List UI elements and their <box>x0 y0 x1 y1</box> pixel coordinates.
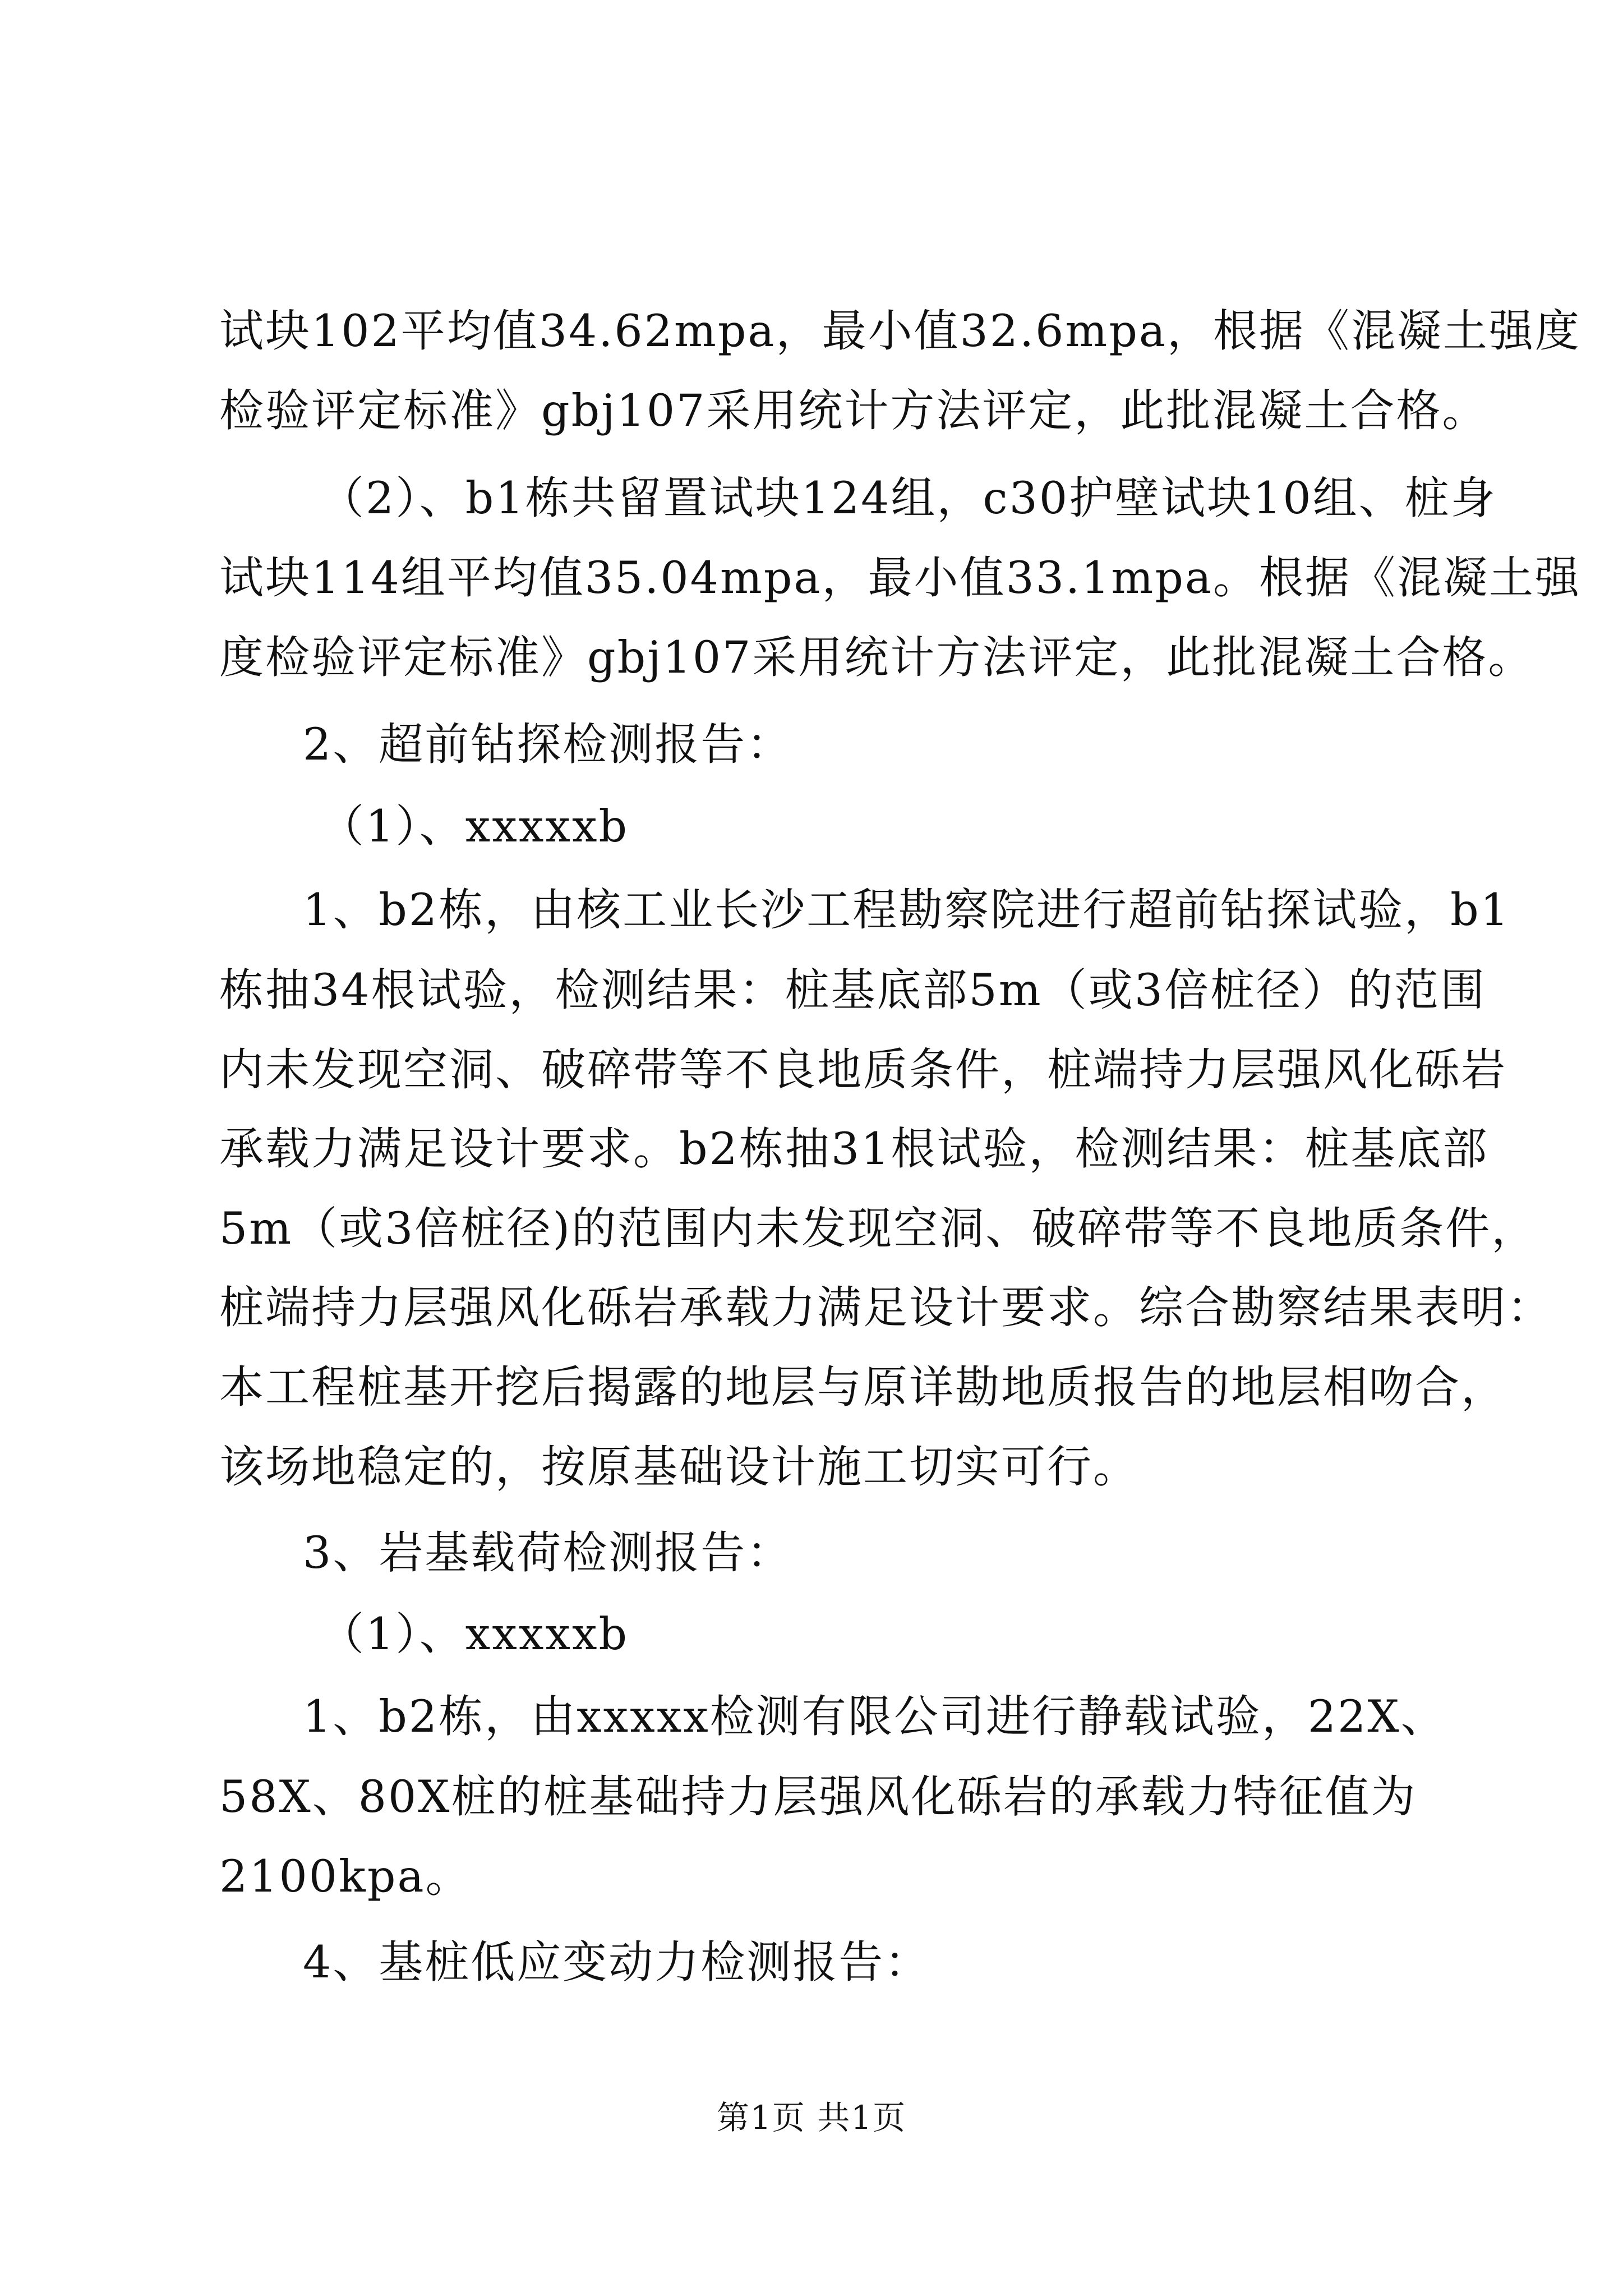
body-line-8: 1、b2栋，由核工业长沙工程勘察院进行超前钻探试验，b1 <box>303 884 1510 936</box>
subheading-3-1: （1）、xxxxxb <box>320 1608 629 1660</box>
body-line-15: 该场地稳定的，按原基础设计施工切实可行。 <box>219 1441 1139 1493</box>
section-heading-2: 2、超前钻探检测报告： <box>303 719 793 770</box>
body-line-9: 栋抽34根试验，检测结果：桩基底部5m（或3倍桩径）的范围 <box>219 964 1486 1016</box>
body-line-3: （2）、b1栋共留置试块124组，c30护壁试块10组、桩身 <box>320 472 1497 524</box>
subheading-2-1: （1）、xxxxxb <box>320 800 629 852</box>
body-line-19: 58X、80X桩的桩基础持力层强风化砾岩的承载力特征值为 <box>219 1771 1417 1823</box>
section-heading-4: 4、基桩低应变动力检测报告： <box>303 1936 931 1988</box>
body-line-14: 本工程桩基开挖后揭露的地层与原详勘地质报告的地层相吻合， <box>219 1361 1507 1413</box>
body-line-2: 检验评定标准》gbj107采用统计方法评定，此批混凝土合格。 <box>219 385 1488 436</box>
body-line-5: 度检验评定标准》gbj107采用统计方法评定，此批混凝土合格。 <box>219 632 1534 683</box>
body-line-10: 内未发现空洞、破碎带等不良地质条件，桩端持力层强风化砾岩 <box>219 1044 1507 1096</box>
page-footer: 第1页 共1页 <box>716 2099 907 2137</box>
body-line-4: 试块114组平均值35.04mpa，最小值33.1mpa。根据《混凝土强 <box>219 552 1581 604</box>
body-line-1: 试块102平均值34.62mpa，最小值32.6mpa，根据《混凝土强度 <box>219 305 1581 357</box>
body-line-18: 1、b2栋，由xxxxx检测有限公司进行静载试验，22X、 <box>303 1691 1447 1742</box>
body-line-12: 5m（或3倍桩径)的范围内未发现空洞、破碎带等不良地质条件， <box>219 1203 1538 1254</box>
body-line-11: 承载力满足设计要求。b2栋抽31根试验，检测结果：桩基底部 <box>219 1123 1489 1175</box>
body-line-20: 2100kpa。 <box>219 1851 472 1902</box>
body-line-13: 桩端持力层强风化砾岩承载力满足设计要求。综合勘察结果表明： <box>219 1282 1553 1333</box>
section-heading-3: 3、岩基载荷检测报告： <box>303 1527 793 1579</box>
